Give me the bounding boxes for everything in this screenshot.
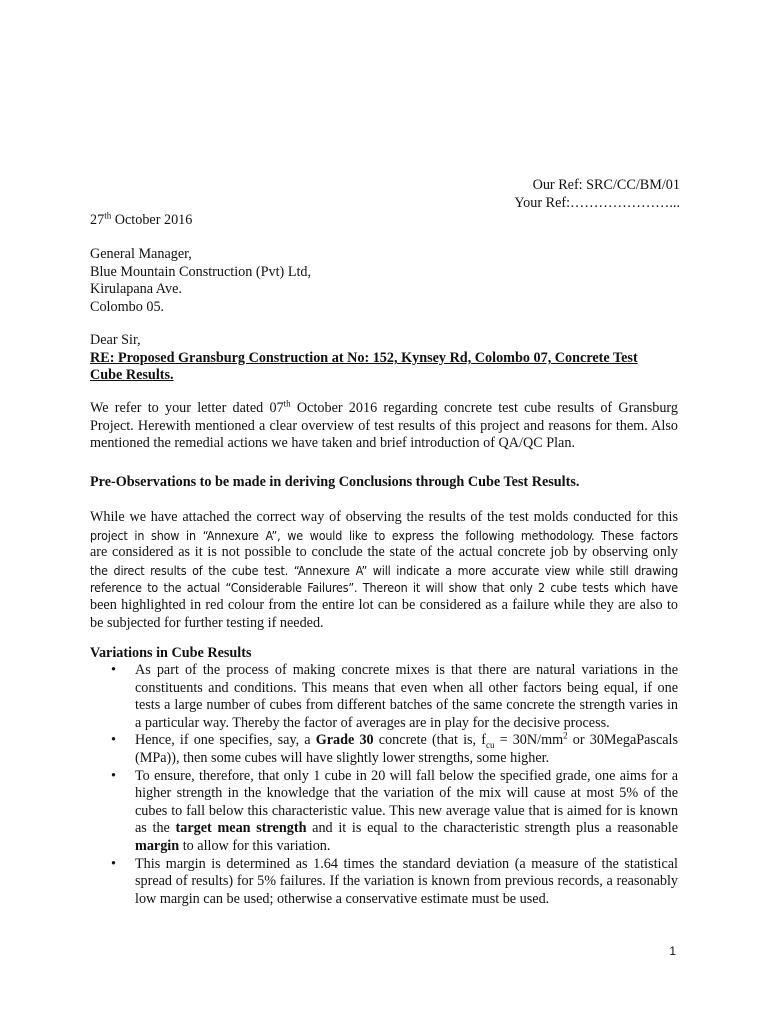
section-heading: Pre-Observations to be made in deriving Conclusions through Cube Test Results. bbox=[90, 474, 580, 490]
paragraph-line: the direct results of the cube test. “Annexure A” will indicate a more accurate view while still drawing bbox=[90, 562, 678, 578]
bullet-item: • As part of the process of making concrete mixes is that there are natural variations in the constituents and conditions. This means that even when all other factors being equal, if one tests a large number of cubes from different batches of the same concrete the strength varies in a particular way. Thereby the factor of averages are in play for the decisive process. bbox=[111, 662, 678, 731]
paragraph-line: are considered as it is not possible to conclude the state of the actual concrete job by observing only bbox=[90, 544, 678, 561]
paragraph-line: While we have attached the correct way of observing the results of the test molds conducted for this bbox=[90, 509, 678, 525]
letter-date: 27th October 2016 bbox=[90, 210, 193, 228]
page-number: 1 bbox=[669, 944, 676, 958]
recipient-line: Colombo 05. bbox=[90, 298, 165, 315]
bullet-item: • Hence, if one specifies, say, a Grade 30 concrete (that is, $f_{cu} = 30N/mm^2$ or 30MegaPascals (MPa)), then some cubes will have slightly lower strengths, some higher. bbox=[111, 730, 679, 766]
paragraph-line: project in show in “Annexure A”, we would like to express the following methodology. These factors bbox=[90, 527, 678, 543]
paragraph-line: reference to the actual “Considerable Failures”. Thereon it will show that only 2 cube tests which have bbox=[90, 580, 678, 596]
bullet-icon: • bbox=[111, 662, 116, 678]
subject-line: RE: Proposed Gransburg Construction at No: 152, Kynsey Rd, Colombo 07, Concrete Test bbox=[90, 350, 638, 366]
subject-line: Cube Results. bbox=[90, 367, 174, 383]
bullet-icon: • bbox=[111, 767, 116, 784]
recipient-line: General Manager, bbox=[90, 246, 192, 262]
bullet-item: • To ensure, therefore, that only 1 cube in 20 will fall below the specified grade, one aims for a higher strength in the knowledge that the variation of the mix will cause at most 5% of the cubes to fall below this characteristic value. This new average value that is aimed for is known as the target mean strength and it is equal to the characteristic strength plus a reasonable margin to allow for this variation. bbox=[111, 767, 678, 854]
recipient-address bbox=[90, 246, 311, 316]
bullet-icon: • bbox=[111, 732, 116, 749]
recipient-line: Kirulapana Ave. bbox=[90, 281, 182, 298]
recipient-line: Blue Mountain Construction (Pvt) Ltd, bbox=[90, 263, 312, 280]
bullet-icon: • bbox=[111, 855, 116, 872]
paragraph-line: been highlighted in red colour from the entire lot can be considered as a failure while they are also to bbox=[90, 596, 678, 613]
our-reference: Our Ref: SRC/CC/BM/01 bbox=[532, 177, 680, 193]
bullet-item: • This margin is determined as 1.64 times the standard deviation (a measure of the statistical spread of results) for 5% failures. If the variation is known from previous records, a reasonably low margin can be used; otherwise a conservative estimate must be used. bbox=[111, 855, 678, 907]
methodology-paragraph bbox=[90, 509, 678, 632]
intro-paragraph: We refer to your letter dated 07th October 2016 regarding concrete test cube results of Gransburg Project. Herewith mentioned a clear overview of test results of this project and reasons for them. Also mentioned the remedial actions we have taken and brief introduction of QA/QC Plan. bbox=[90, 398, 678, 452]
salutation: Dear Sir, bbox=[90, 332, 141, 348]
section-heading: Variations in Cube Results bbox=[90, 645, 252, 661]
paragraph-line: be subjected for further testing if needed. bbox=[90, 614, 324, 631]
variation-bullet-list bbox=[90, 662, 678, 908]
your-reference: Your Ref:…………………... bbox=[514, 195, 680, 211]
